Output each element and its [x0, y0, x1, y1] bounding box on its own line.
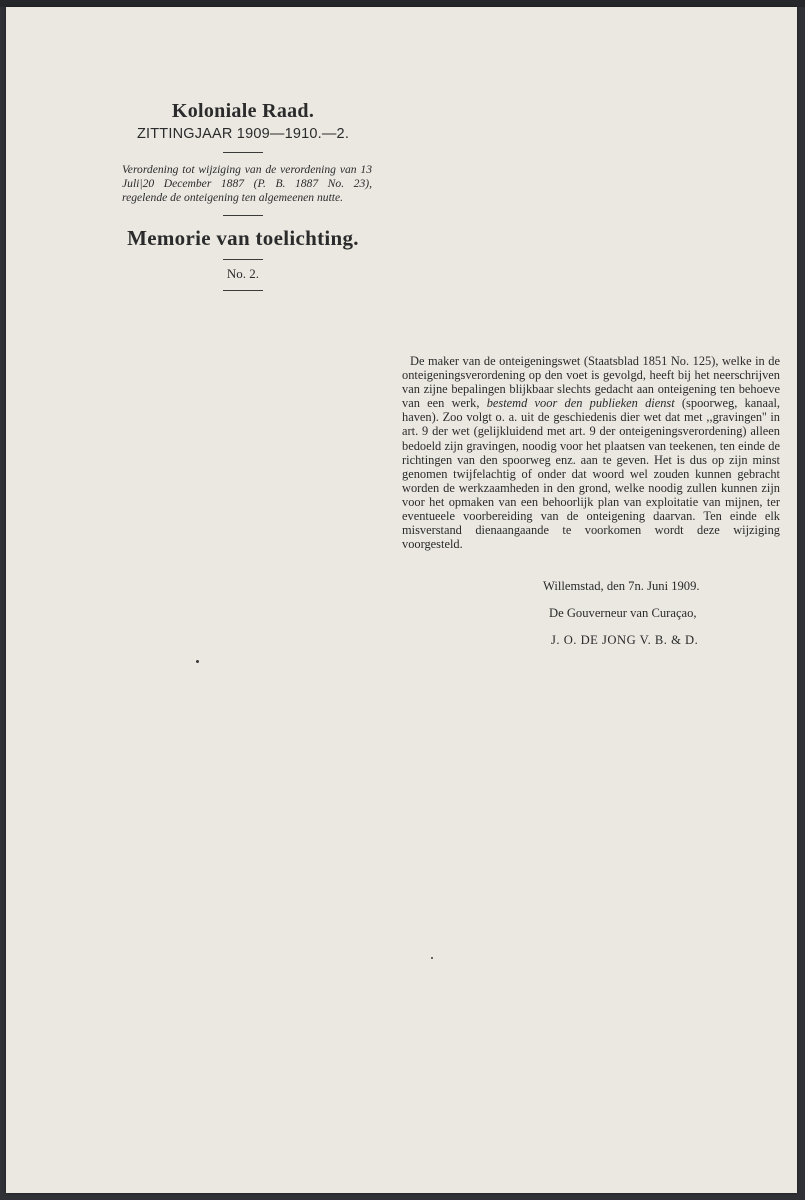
session-year: ZITTINGJAAR 1909—1910.—2. — [136, 126, 350, 142]
ordinance-subject: Verordening tot wijziging van de verordening van 13 Juli|20 December 1887 (P. B. 1887 No. 23), regelende de onteigening ten algemeenen nutte. — [122, 163, 372, 204]
council-title: Koloniale Raad. — [171, 100, 315, 122]
document-page — [6, 7, 797, 1193]
place-date: Willemstad, den 7n. Juni 1909. — [543, 579, 700, 593]
divider — [223, 290, 263, 291]
document-header — [114, 92, 372, 301]
emphasized-phrase: bestemd voor den publieken dienst — [486, 396, 675, 411]
memo-title: Memorie van toelichting. — [127, 226, 359, 250]
paper-speck — [196, 660, 199, 663]
memo-number: No. 2. — [226, 266, 260, 281]
governor-office: De Gouverneur van Curaçao, — [549, 606, 697, 620]
paragraph-text: (spoorweg, kanaal, haven). Zoo volgt o. a. uit de geschiedenis dier wet dat met ,,gravingen'' in art. 9 der wet (gelijkluidend met art. 9 der onteigeningsverordening) alleen bedoeld zijn gravingen, noodig voor het plaatsen van teekenen, ten einde de richtingen van den spoorweg enz. aan te geven. Het is dus op zijn minst genomen twijfelachtig of onder dat woord wel zouden kunnen gebracht worden de werkzaamheden in den grond, welke noodig zullen kunnen zijn voor het opmaken van een behoorlijk plan van exploitatie van mijnen, ter eventueele voorbereiding van de onteigening daarvan. Ten einde elk misverstand dienaangaande te voorkomen wordt deze wijziging voorgesteld. — [402, 396, 780, 552]
scan-border — [0, 0, 805, 7]
signatory-name: J. O. DE JONG V. B. & D. — [551, 633, 699, 647]
divider — [223, 215, 263, 216]
divider — [223, 259, 263, 260]
divider — [223, 152, 263, 153]
explanation-paragraph — [402, 354, 780, 551]
paragraph-text: De maker van de onteigeningswet (Staatsblad 1851 No. 125), welke in de onteigeningsverordening op den voet is gevolgd, heeft bij het neerschrijven van zijne bepalingen blijkbaar slechts gedacht aan onteigening ten behoeve van een werk, — [402, 354, 780, 411]
paper-speck — [431, 957, 433, 959]
